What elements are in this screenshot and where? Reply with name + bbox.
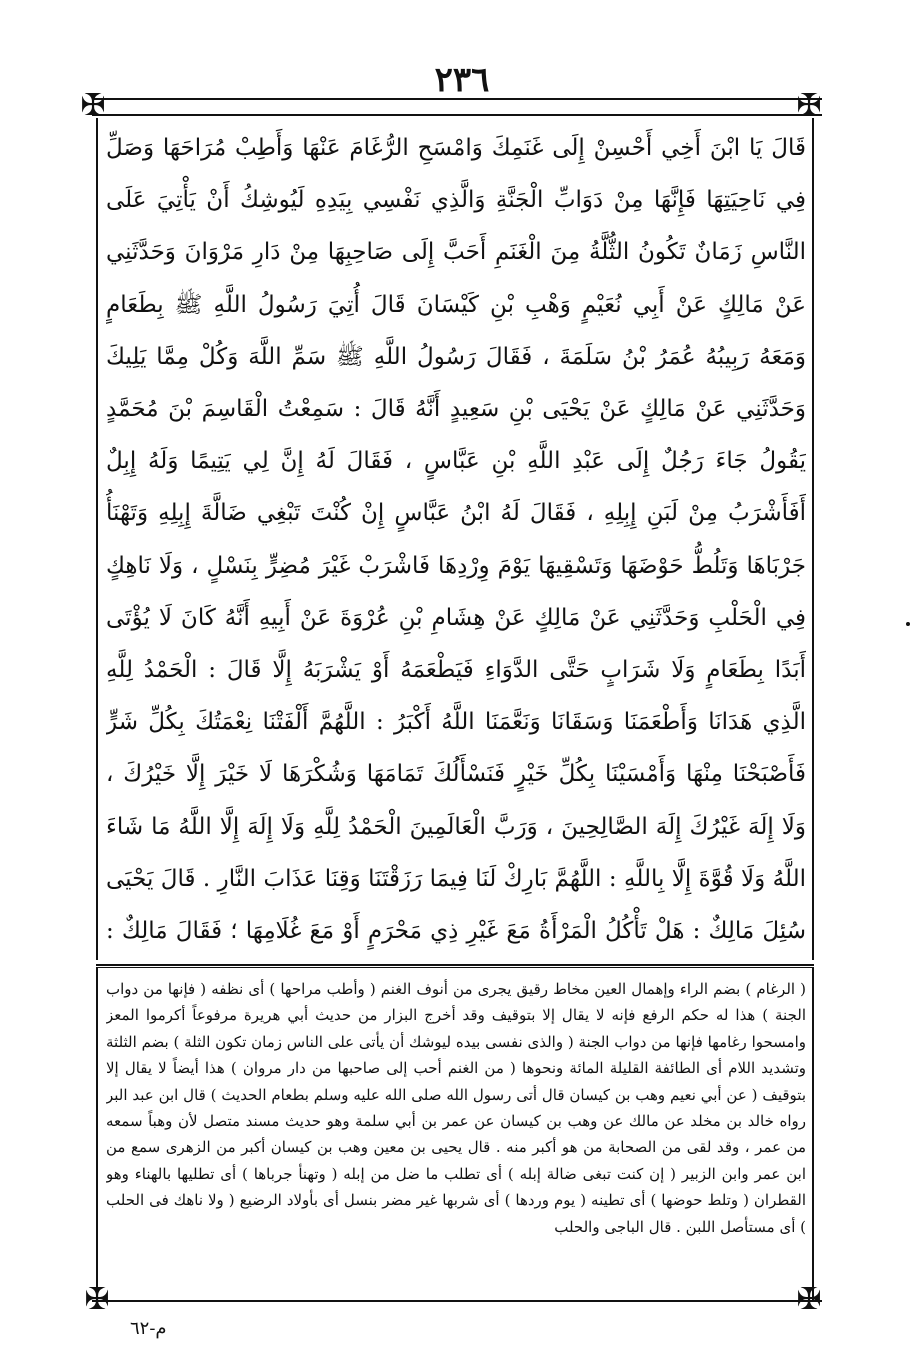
flourish-icon: ✠ — [796, 1282, 822, 1317]
signature-mark: م-٦٢ — [130, 1318, 167, 1339]
main-text-body: قَالَ يَا ابْنَ أَخِي أَحْسِنْ إِلَى غَنَمِكَ وَامْسَحِ الرُّغَامَ عَنْهَا وَأَطِبْ مُرَاحَهَا وَصَلِّ فِي نَاحِيَتِهَا فَإِنَّهَا مِنْ دَوَابِّ الْجَنَّةِ وَالَّذِي نَفْسِي بِيَدِهِ لَيُوشِكُ أَنْ يَأْتِيَ عَلَى النَّاسِ زَمَانٌ تَكُونُ الثُّلَّةُ مِنَ الْغَنَمِ أَحَبَّ إِلَى صَاحِبِهَا مِنْ دَارِ مَرْوَانَ وَحَدَّثَنِي عَنْ مَالِكٍ عَنْ أَبِي نُعَيْمٍ وَهْبِ بْنِ كَيْسَانَ قَالَ أُتِيَ رَسُولُ اللَّهِ ﷺ بِطَعَامٍ وَمَعَهُ رَبِيبُهُ عُمَرُ بْنُ سَلَمَةَ ، فَقَالَ رَسُولُ اللَّهِ ﷺ سَمِّ اللَّهَ وَكُلْ مِمَّا يَلِيكَ وَحَدَّثَنِي عَنْ مَالِكٍ عَنْ يَحْيَى بْنِ سَعِيدٍ أَنَّهُ قَالَ : سَمِعْتُ الْقَاسِمَ بْنَ مُحَمَّدٍ يَقُولُ جَاءَ رَجُلٌ إِلَى عَبْدِ اللَّهِ بْنِ عَبَّاسٍ ، فَقَالَ لَهُ إِنَّ لِي يَتِيمًا وَلَهُ إِبِلٌ أَفَأَشْرَبُ مِنْ لَبَنِ إِبِلِهِ ، فَقَالَ لَهُ ابْنُ عَبَّاسٍ إِنْ كُنْتَ تَبْغِي ضَالَّةَ إِبِلِهِ وَتَهْنَأُ جَرْبَاهَا وَتَلُطُّ حَوْضَهَا وَتَسْقِيهَا يَوْمَ وِرْدِهَا فَاشْرَبْ غَيْرَ مُضِرٍّ بِنَسْلٍ ، وَلَا نَاهِكٍ فِي الْحَلْبِ وَحَدَّثَنِي عَنْ مَالِكٍ عَنْ هِشَامِ بْنِ عُرْوَةَ عَنْ أَبِيهِ أَنَّهُ كَانَ لَا يُؤْتَى أَبَدًا بِطَعَامٍ وَلَا شَرَابٍ حَتَّى الدَّوَاءِ فَيَطْعَمَهُ أَوْ يَشْرَبَهُ إِلَّا قَالَ : الْحَمْدُ لِلَّهِ الَّذِي هَدَانَا وَأَطْعَمَنَا وَسَقَانَا وَنَعَّمَنَا اللَّهُ أَكْبَرُ : اللَّهُمَّ أَلْفَتْنَا نِعْمَتُكَ بِكُلِّ شَرٍّ فَأَصْبَحْنَا مِنْهَا وَأَمْسَيْنَا بِكُلِّ خَيْرٍ فَنَسْأَلُكَ تَمَامَهَا وَشُكْرَهَا لَا خَيْرَ إِلَّا خَيْرُكَ ، وَلَا إِلَهَ غَيْرُكَ إِلَهَ الصَّالِحِينَ ، وَرَبَّ الْعَالَمِينَ الْحَمْدُ لِلَّهِ وَلَا إِلَهَ إِلَّا اللَّهُ مَا شَاءَ اللَّهُ وَلَا قُوَّةَ إِلَّا بِاللَّهِ : اللَّهُمَّ بَارِكْ لَنَا فِيمَا رَزَقْتَنَا وَقِنَا عَذَابَ النَّارِ . قَالَ يَحْيَى سُئِلَ مَالِكٌ : هَلْ تَأْكُلُ الْمَرْأَةُ مَعَ غَيْرِ ذِي مَحْرَمٍ أَوْ مَعَ غُلَامِهَا ؛ فَقَالَ مَالِكٌ : — [106, 135, 806, 945]
commentary — [106, 976, 806, 1294]
flourish-icon: ✠ — [80, 88, 106, 123]
main-text — [106, 122, 806, 958]
flourish-icon: ✠ — [796, 88, 822, 123]
commentary-body: ( الرغام ) بضم الراء وإهمال العين مخاط رقيق يجرى من أنوف الغنم ( وأطب مراحها ) أى نظفه ( فإنها من دواب الجنة ) هذا له حكم الرفع فإنه لا يقال إلا بتوقيف وقد أخرج البزار من حديث أبي هريرة مرفوعاً أكرموا المعز وامسحوا رغامها فإنها من دواب الجنة ( والذى نفسى بيده ليوشك أن يأتى على الناس زمان تكون الثلة ) بضم الثلثة وتشديد اللام أى الطائفة القليلة المائة ونحوها ( من الغنم أحب إلى صاحبها من دار مروان ) هذا أيضاً لا يقال إلا بتوقيف ( عن أبي نعيم وهب بن كيسان قال أتى رسول الله صلى الله عليه وسلم بطعام الحديث ) قال ابن عبد البر رواه خالد بن مخلد عن مالك عن وهب بن كيسان عن عمر بن أبي سلمة وهو حديث مسند متصل لأن وهباً سمعه من عمر ، وقد لقى من الصحابة من هو أكبر منه . قال يحيى بن معين وهب بن كيسان أكبر من الزهرى سمع من ابن عمر وابن الزبير ( إن كنت تبغى ضالة إبله ) أى تطلب ما ضل من إبله ( وتهنأ جرباها ) أى تطليها بالهناء وهو القطران ( وتلط حوضها ) أى تطينه ( يوم وردها ) أى شربها غير مضر بنسل أى بأولاد الرضيع ( ولا ناهك فى الحلب ) أى مستأصل اللبن . قال الباجى والحلب — [106, 980, 806, 1236]
bottom-rule — [92, 1300, 822, 1302]
top-rule — [92, 98, 822, 100]
top-rule-inner — [92, 114, 822, 116]
margin-dot — [906, 622, 910, 626]
flourish-icon: ✠ — [84, 1282, 110, 1317]
page-number: ٢٣٦ — [434, 60, 490, 100]
